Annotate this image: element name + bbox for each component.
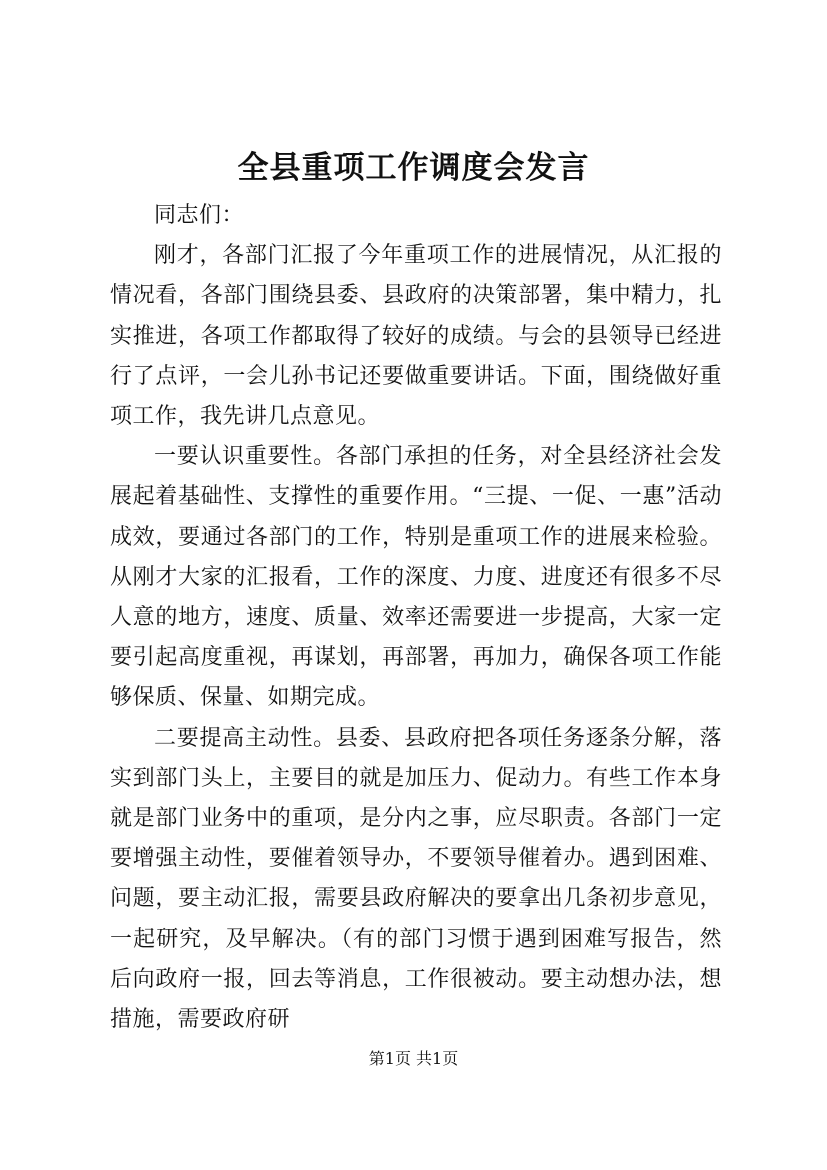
document-title: 全县重项工作调度会发言 — [237, 150, 590, 186]
body-paragraph: 一要认识重要性。各部门承担的任务，对全县经济社会发展起着基础性、支撑性的重要作用。“三提、一促、一惠”活动成效，要通过各部门的工作，特别是重项工作的进展来检验。从刚才大家的汇报看，工作的深度、力度、进度还有很多不尽人意的地方，速度、质量、效率还需要进一步提高，大家一定要引起高度重视，再谋划，再部署，再加力，确保各项工作能够保质、保量、如期完成。 — [110, 444, 722, 711]
body-paragraph: 二要提高主动性。县委、县政府把各项任务逐条分解，落实到部门头上，主要目的就是加压力、促动力。有些工作本身就是部门业务中的重项，是分内之事，应尽职责。各部门一定要增强主动性，要催着领导办，不要领导催着办。遇到困难、问题，要主动汇报，需要县政府解决的要拿出几条初步意见，一起研究，及早解决。（有的部门习惯于遇到困难写报告，然后向政府一报，回去等消息，工作很被动。要主动想办法，想措施，需要政府研 — [110, 725, 722, 1033]
greeting-paragraph: 同志们： — [154, 203, 245, 228]
document-body — [110, 196, 722, 1040]
body-paragraph: 刚才，各部门汇报了今年重项工作的进展情况，从汇报的情况看，各部门围绕县委、县政府的决策部署，集中精力，扎实推进，各项工作都取得了较好的成绩。与会的县领导已经进行了点评，一会儿孙书记还要做重要讲话。下面，围绕做好重项工作，我先讲几点意见。 — [110, 243, 722, 430]
page-number-footer: 第1页 共1页 — [368, 1049, 459, 1068]
